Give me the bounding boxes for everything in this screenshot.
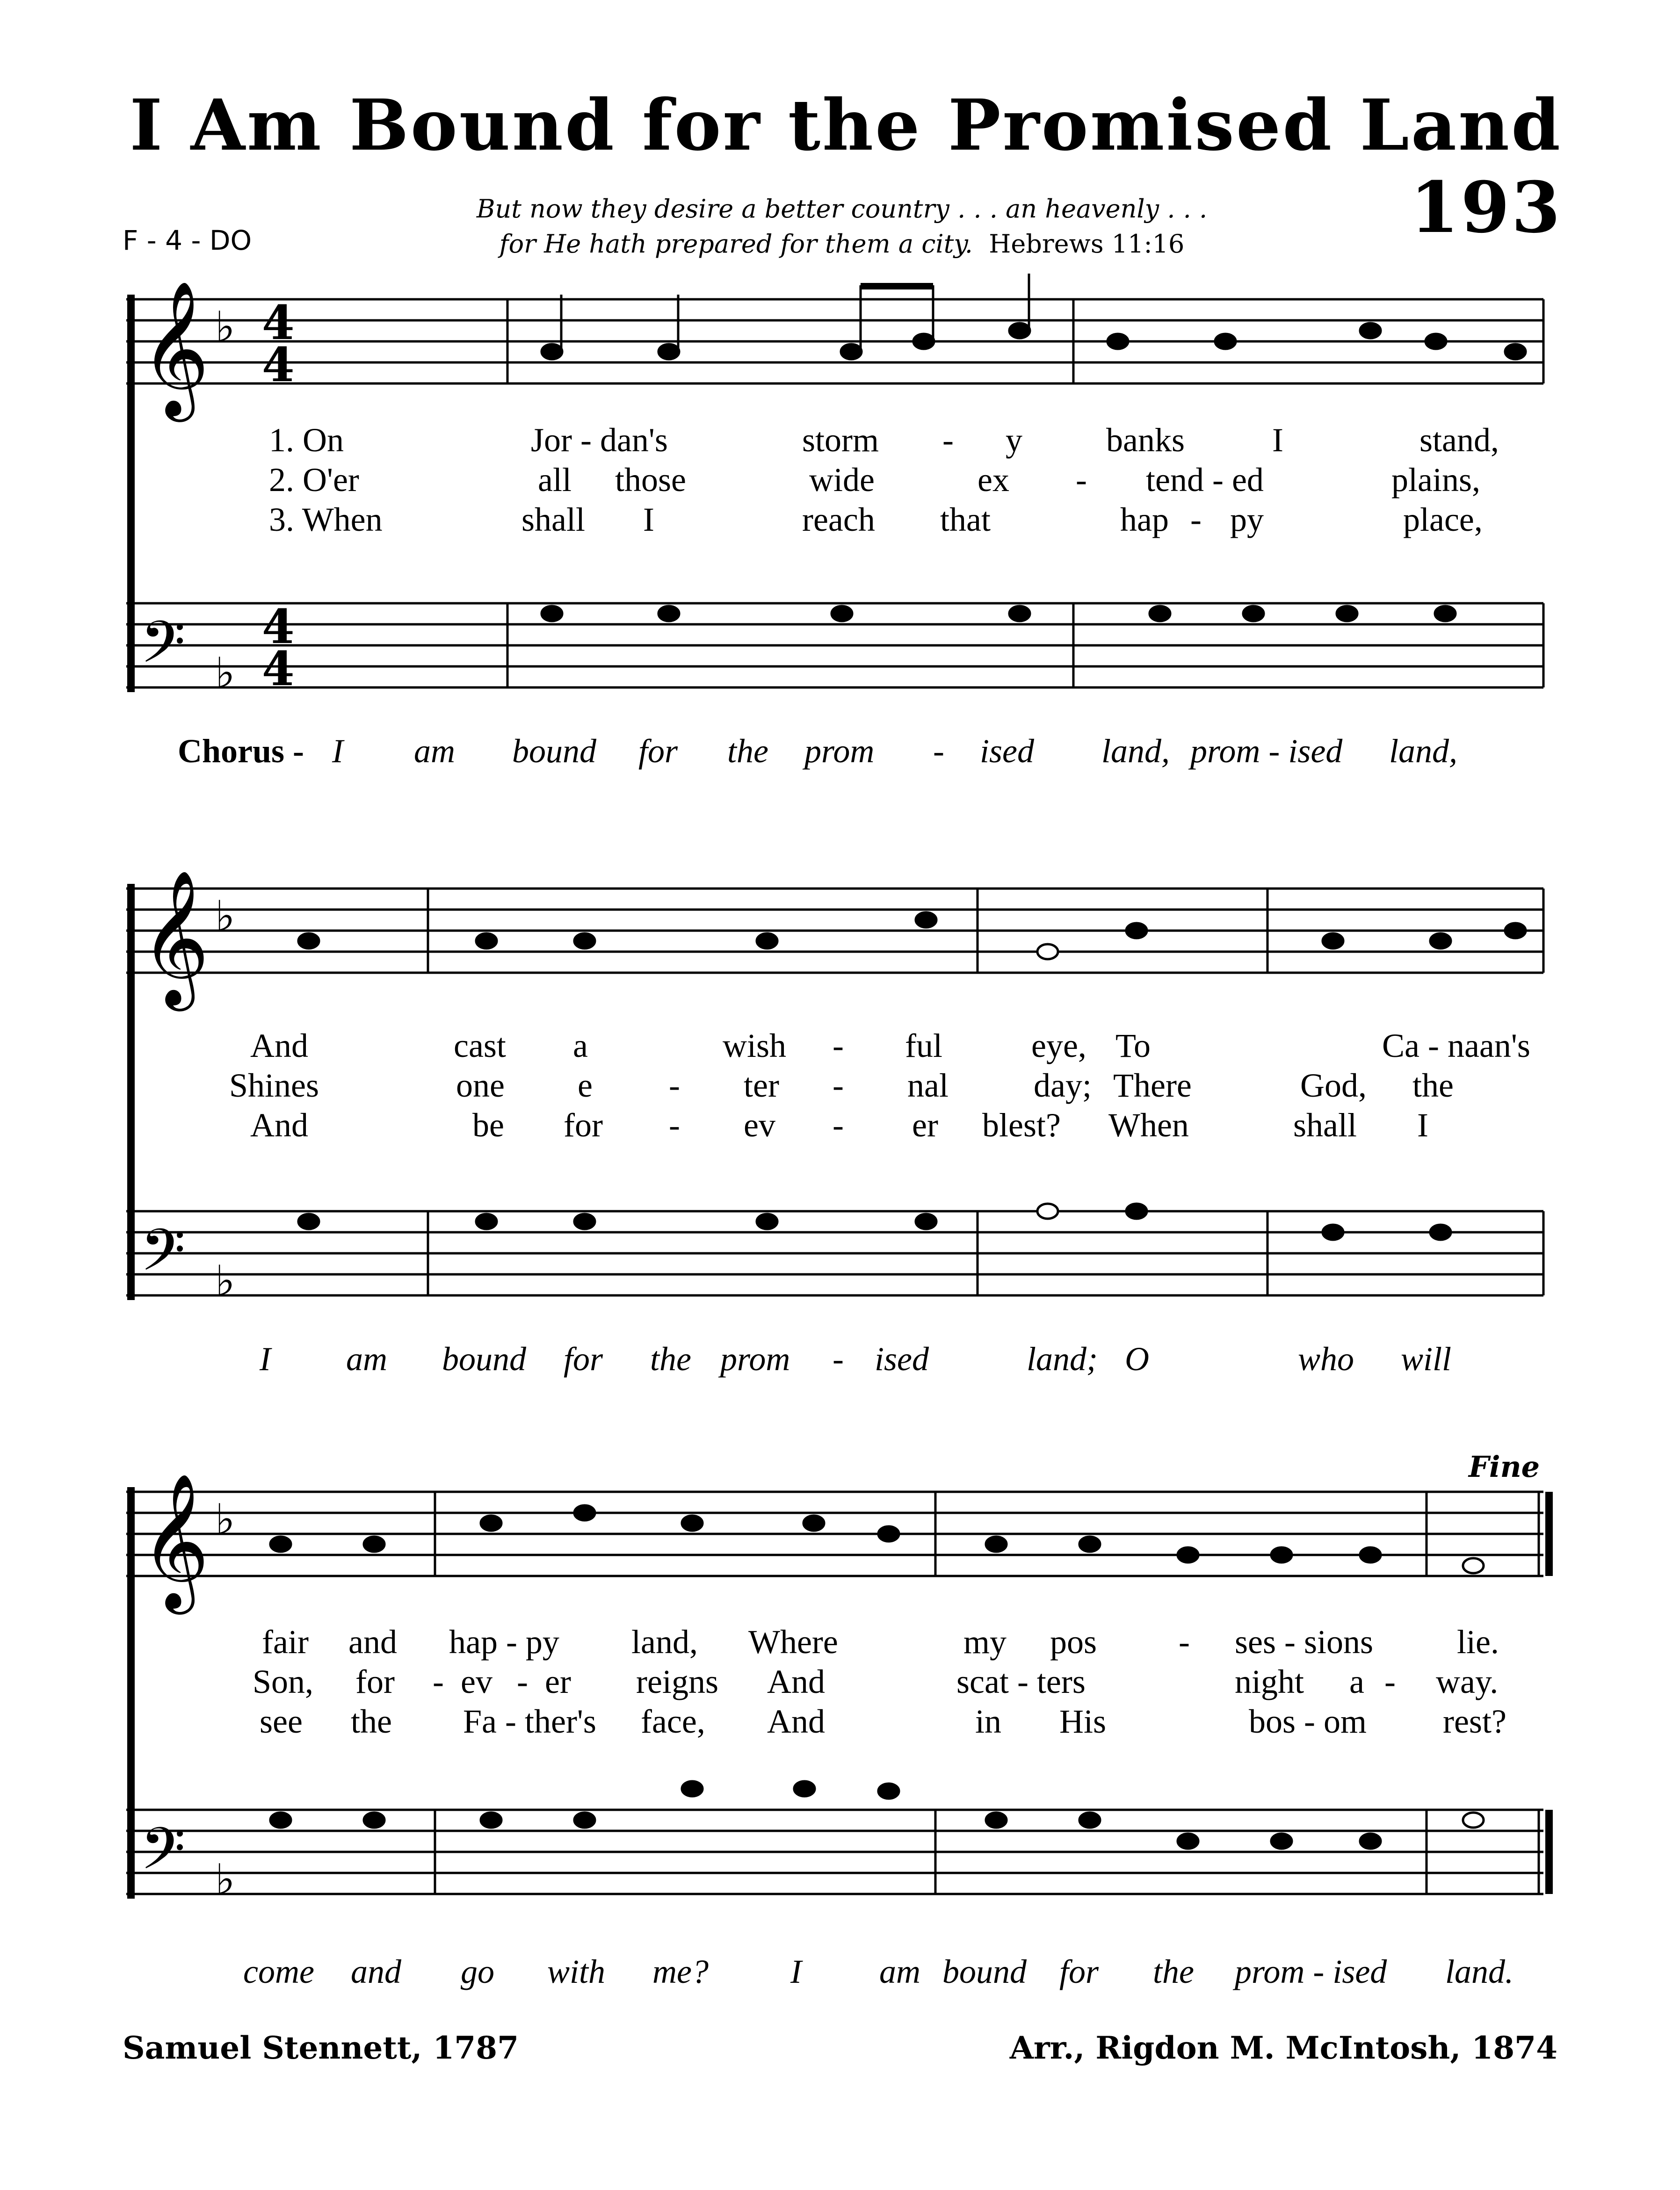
lyric-syllable: blest?: [982, 1106, 1061, 1144]
lyric-syllable: er: [912, 1106, 938, 1144]
lyric-syllable: lie.: [1457, 1623, 1499, 1661]
lyric-syllable: God,: [1300, 1067, 1367, 1104]
lyric-syllable: those: [615, 461, 686, 499]
chorus-label: Chorus -: [178, 732, 304, 770]
flat-key-signature-icon: ♭: [215, 1855, 235, 1904]
lyric-syllable: land,: [631, 1623, 698, 1661]
bass-clef-icon: 𝄢: [140, 1217, 186, 1298]
time-signature-top: 4: [262, 295, 295, 350]
lyric-syllable: my: [963, 1623, 1007, 1661]
chorus-syllable: prom - ised: [1235, 1953, 1387, 1990]
lyric-syllable: -: [833, 1106, 844, 1144]
chorus-syllable: I: [790, 1953, 802, 1990]
lyric-syllable: way.: [1436, 1663, 1499, 1700]
lyric-syllable: 3. When: [269, 501, 383, 538]
lyric-syllable: bos - om: [1249, 1703, 1367, 1740]
lyric-syllable: hap - py: [449, 1623, 559, 1661]
lyric-syllable: -: [942, 421, 954, 459]
chorus-syllable: am: [414, 732, 455, 770]
lyric-syllable: -: [833, 1067, 844, 1104]
chorus-syllable: for: [638, 732, 678, 770]
lyric-syllable: There: [1113, 1067, 1192, 1104]
chorus-syllable: the: [727, 732, 768, 770]
flat-key-signature-icon: ♭: [215, 1495, 235, 1544]
lyric-syllable: a: [573, 1027, 588, 1064]
chorus-syllable: -: [833, 1340, 844, 1378]
lyric-syllable: ter: [744, 1067, 779, 1104]
lyric-syllable: storm: [802, 421, 879, 459]
lyric-syllable: Jor - dan's: [531, 421, 668, 459]
treble-clef-icon: 𝄞: [140, 280, 210, 416]
chorus-syllable: prom - ised: [1190, 732, 1343, 770]
lyric-syllable: And: [250, 1027, 308, 1064]
chorus-syllable: land.: [1445, 1953, 1514, 1990]
chorus-syllable: prom: [720, 1340, 790, 1378]
lyric-syllable: eye,: [1031, 1027, 1086, 1064]
lyric-syllable: -: [433, 1663, 444, 1700]
chorus-syllable: me?: [652, 1953, 709, 1990]
chorus-syllable: who: [1298, 1340, 1354, 1378]
lyric-syllable: -: [669, 1106, 680, 1144]
lyric-syllable: Where: [748, 1623, 838, 1661]
lyric-syllable: -: [1076, 461, 1087, 499]
lyric-syllable: -: [1384, 1663, 1396, 1700]
lyric-syllable: -: [1179, 1623, 1190, 1661]
lyric-syllable: all: [538, 461, 572, 499]
chorus-syllable: and: [351, 1953, 401, 1990]
lyric-syllable: ev: [461, 1663, 492, 1700]
chorus-syllable: am: [879, 1953, 920, 1990]
chorus-syllable: am: [346, 1340, 387, 1378]
chorus-syllable: bound: [942, 1953, 1027, 1990]
lyric-syllable: the: [1412, 1067, 1454, 1104]
lyric-syllable: ses - sions: [1235, 1623, 1374, 1661]
lyric-syllable: scat - ters: [956, 1663, 1086, 1700]
lyric-syllable: -: [517, 1663, 528, 1700]
lyric-syllable: and: [348, 1623, 397, 1661]
hymn-title: I Am Bound for the Promised Land 193: [130, 84, 1562, 249]
lyric-syllable: er: [545, 1663, 571, 1700]
lyric-syllable: And: [767, 1663, 825, 1700]
chorus-syllable: with: [547, 1953, 606, 1990]
chorus-syllable: land;: [1027, 1340, 1098, 1378]
lyric-syllable: 2. O'er: [269, 461, 359, 499]
author-credit: Samuel Stennett, 1787: [123, 2030, 519, 2066]
time-signature-top: 4: [262, 599, 295, 654]
lyric-syllable: I: [643, 501, 654, 538]
chorus-syllable: I: [260, 1340, 271, 1378]
time-signature-bottom: 4: [262, 641, 295, 696]
chorus-syllable: will: [1401, 1340, 1452, 1378]
lyric-syllable: I: [1417, 1106, 1428, 1144]
chorus-syllable: land,: [1389, 732, 1458, 770]
lyric-syllable: Shines: [229, 1067, 319, 1104]
system1-notes: [542, 274, 1526, 621]
lyric-syllable: When: [1108, 1106, 1189, 1144]
lyric-syllable: -: [669, 1067, 680, 1104]
lyric-syllable: the: [351, 1703, 392, 1740]
flat-key-signature-icon: ♭: [215, 892, 235, 941]
lyric-syllable: plains,: [1391, 461, 1480, 499]
lyric-syllable: place,: [1403, 501, 1483, 538]
lyric-syllable: that: [940, 501, 991, 538]
lyric-syllable: ex: [978, 461, 1009, 499]
lyric-syllable: And: [767, 1703, 825, 1740]
scripture-line-1: But now they desire a better country . . . an heavenly . . .: [476, 194, 1208, 224]
lyric-syllable: And: [250, 1106, 308, 1144]
lyric-syllable: face,: [641, 1703, 705, 1740]
time-signature-bottom: 4: [262, 337, 295, 392]
chorus-syllable: prom: [804, 732, 875, 770]
lyric-syllable: nal: [907, 1067, 949, 1104]
flat-key-signature-icon: ♭: [215, 649, 235, 698]
fine-marking: Fine: [1469, 1450, 1540, 1484]
lyric-syllable: night: [1235, 1663, 1304, 1700]
lyric-syllable: tend - ed: [1146, 461, 1264, 499]
lyric-syllable: py: [1230, 501, 1264, 538]
lyric-syllable: To: [1115, 1027, 1151, 1064]
bass-clef-icon: 𝄢: [140, 1815, 186, 1897]
chorus-syllable: I: [332, 732, 343, 770]
system2-treble-staff: [126, 889, 1543, 973]
lyric-syllable: wish: [723, 1027, 787, 1064]
chorus-syllable: the: [1153, 1953, 1194, 1990]
lyric-syllable: -: [833, 1027, 844, 1064]
chorus-syllable: O: [1125, 1340, 1149, 1378]
lyric-syllable: Son,: [253, 1663, 314, 1700]
chorus-syllable: bound: [442, 1340, 526, 1378]
lyric-syllable: day;: [1034, 1067, 1092, 1104]
lyric-syllable: pos: [1050, 1623, 1097, 1661]
chorus-syllable: for: [1059, 1953, 1099, 1990]
chorus-syllable: ised: [980, 732, 1034, 770]
lyric-syllable: in: [975, 1703, 1002, 1740]
lyric-syllable: His: [1059, 1703, 1107, 1740]
system3-treble-staff: [126, 1492, 1543, 1576]
system1-treble-staff: [126, 299, 1543, 383]
lyric-syllable: stand,: [1419, 421, 1499, 459]
lyric-syllable: banks: [1106, 421, 1185, 459]
lyric-syllable: reigns: [636, 1663, 718, 1700]
treble-clef-icon: 𝄞: [140, 1472, 210, 1608]
lyric-syllable: I: [1272, 421, 1283, 459]
lyric-syllable: a: [1349, 1663, 1364, 1700]
key-indicator: F - 4 - DO: [123, 224, 252, 256]
lyric-syllable: fair: [262, 1623, 309, 1661]
chorus-syllable: land,: [1101, 732, 1170, 770]
bass-clef-icon: 𝄢: [140, 609, 186, 690]
lyric-syllable: 1. On: [269, 421, 344, 459]
treble-clef-icon: 𝄞: [140, 869, 210, 1005]
lyric-syllable: ful: [905, 1027, 942, 1064]
scripture-reference: Hebrews 11:16: [989, 229, 1185, 259]
lyric-syllable: one: [456, 1067, 505, 1104]
lyric-syllable: hap: [1120, 501, 1169, 538]
lyric-syllable: shall: [1293, 1106, 1357, 1144]
lyric-syllable: e: [578, 1067, 593, 1104]
lyric-syllable: ev: [744, 1106, 775, 1144]
lyric-syllable: reach: [802, 501, 875, 538]
chorus-syllable: ised: [875, 1340, 929, 1378]
chorus-syllable: the: [650, 1340, 691, 1378]
chorus-syllable: for: [564, 1340, 603, 1378]
flat-key-signature-icon: ♭: [215, 303, 235, 352]
lyric-syllable: see: [260, 1703, 303, 1740]
system3-bass-staff: [126, 1810, 1543, 1894]
lyric-syllable: rest?: [1443, 1703, 1506, 1740]
lyric-syllable: y: [1006, 421, 1022, 459]
lyric-syllable: for: [564, 1106, 603, 1144]
lyric-syllable: wide: [809, 461, 875, 499]
lyric-syllable: -: [1190, 501, 1202, 538]
chorus-syllable: go: [461, 1953, 494, 1990]
chorus-syllable: -: [933, 732, 944, 770]
lyric-syllable: Fa - ther's: [463, 1703, 596, 1740]
arranger-credit: Arr., Rigdon M. McIntosh, 1874: [1009, 2030, 1557, 2066]
lyric-syllable: shall: [521, 501, 585, 538]
lyric-syllable: be: [472, 1106, 504, 1144]
lyric-syllable: cast: [454, 1027, 506, 1064]
chorus-syllable: come: [243, 1953, 314, 1990]
flat-key-signature-icon: ♭: [215, 1257, 235, 1306]
chorus-syllable: bound: [512, 732, 596, 770]
lyric-syllable: Ca - naan's: [1382, 1027, 1530, 1064]
scripture-line-2: for He hath prepared for them a city. Hebrews 11:16: [499, 229, 1185, 259]
lyric-syllable: for: [355, 1663, 395, 1700]
